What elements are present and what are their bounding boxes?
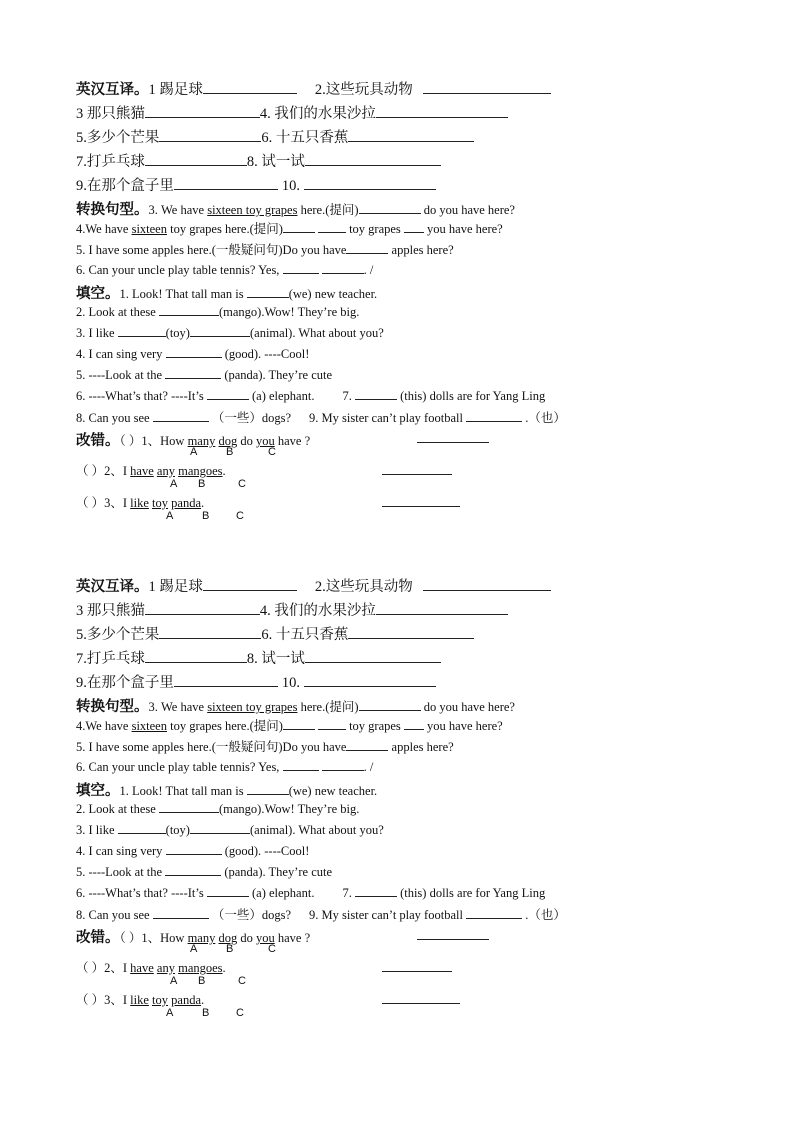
- fill-row-8-9: [76, 905, 566, 923]
- answer-blank[interactable]: [382, 506, 460, 507]
- translate-item-9: 9.在那个盒子里: [76, 675, 174, 691]
- answer-blank[interactable]: [166, 842, 222, 855]
- answer-blank[interactable]: [174, 674, 278, 687]
- sentence-text: (good). ----Cool!: [221, 347, 310, 361]
- answer-blank[interactable]: [359, 201, 421, 214]
- translate-row-4: [76, 647, 441, 668]
- sentence-text: (we) new teacher.: [288, 287, 378, 301]
- answer-blank[interactable]: [382, 474, 452, 475]
- sentence-text: (mango).Wow! They’re big.: [218, 305, 360, 319]
- underlined-word: many: [187, 434, 216, 448]
- answer-blank[interactable]: [359, 698, 421, 711]
- sentence-text: . /: [363, 760, 374, 774]
- answer-blank[interactable]: [466, 409, 522, 422]
- choice-c: C: [238, 975, 246, 987]
- sentence-text: do: [237, 931, 256, 945]
- answer-blank[interactable]: [190, 324, 250, 337]
- underlined-phrase: sixteen: [131, 222, 167, 236]
- answer-blank[interactable]: [145, 153, 247, 166]
- translate-item-2: 2.这些玩具动物: [314, 82, 413, 98]
- transform-row-4: [76, 716, 503, 734]
- underlined-word: like: [130, 496, 149, 510]
- fill-row-1: [76, 779, 377, 800]
- transform-heading: 转换句型。: [76, 202, 149, 218]
- answer-blank[interactable]: [382, 1003, 460, 1004]
- answer-blank[interactable]: [159, 129, 261, 142]
- sentence-text: (a) elephant.: [248, 389, 315, 403]
- sentence-text: .: [222, 464, 226, 478]
- sentence-text: (panda). They’re cute: [221, 368, 333, 382]
- sentence-text: （ ）1、How: [119, 434, 188, 448]
- choice-b: B: [202, 1007, 210, 1019]
- choice-c: C: [238, 478, 246, 490]
- sentence-text: 2. Look at these: [76, 305, 159, 319]
- answer-blank[interactable]: [247, 285, 289, 298]
- fill-row-2: [76, 800, 359, 817]
- sentence-text: (animal). What about you?: [249, 823, 384, 837]
- sentence-text: 3. We have: [148, 203, 208, 217]
- underlined-word: have: [130, 464, 154, 478]
- answer-blank[interactable]: [118, 821, 166, 834]
- answer-blank[interactable]: [207, 884, 249, 897]
- answer-blank[interactable]: [376, 602, 508, 615]
- sentence-text: 3. I like: [76, 326, 118, 340]
- translate-item-4: 4. 我们的水果沙拉: [259, 106, 376, 122]
- translate-item-9: 9.在那个盒子里: [76, 178, 174, 194]
- correction-heading: 改错。: [76, 433, 120, 449]
- sentence-text: (toy): [165, 823, 190, 837]
- answer-blank[interactable]: [203, 578, 297, 591]
- translate-row-2: [76, 102, 508, 123]
- answer-blank[interactable]: [165, 366, 221, 379]
- translate-item-3: 3 那只熊猫: [76, 106, 145, 122]
- sentence-text: toy grapes: [345, 719, 404, 733]
- translate-item-8: 8. 试一试: [246, 651, 305, 667]
- answer-blank[interactable]: [466, 906, 522, 919]
- translate-row-1: [76, 575, 551, 596]
- underlined-word: have: [130, 961, 154, 975]
- transform-row-3: [76, 198, 515, 219]
- sentence-text: 4. I can sing very: [76, 844, 166, 858]
- transform-row-6: [76, 261, 373, 278]
- sentence-text: 6. Can your uncle play table tennis? Yes,: [76, 263, 283, 277]
- answer-blank[interactable]: [165, 863, 221, 876]
- answer-blank[interactable]: [304, 177, 436, 190]
- underlined-word: any: [156, 961, 175, 975]
- sentence-text: (panda). They’re cute: [221, 865, 333, 879]
- sentence-text: (good). ----Cool!: [221, 844, 310, 858]
- sentence-text: 6. Can your uncle play table tennis? Yes,: [76, 760, 283, 774]
- sentence-text: (mango).Wow! They’re big.: [218, 802, 360, 816]
- answer-blank[interactable]: [145, 105, 260, 118]
- answer-blank[interactable]: [348, 129, 474, 142]
- answer-blank[interactable]: [207, 387, 249, 400]
- answer-blank[interactable]: [355, 387, 397, 400]
- answer-blank[interactable]: [159, 303, 219, 316]
- choice-a: A: [190, 446, 198, 458]
- sentence-text: 5. I have some apples here.(一般疑问句)Do you have: [76, 740, 347, 754]
- translate-row-3: [76, 126, 474, 147]
- sentence-text: (we) new teacher.: [288, 784, 378, 798]
- sentence-text: 7.: [342, 389, 355, 403]
- transform-row-6: [76, 758, 373, 775]
- answer-blank[interactable]: [382, 971, 452, 972]
- fill-row-8-9: [76, 408, 566, 426]
- sentence-text: 4. I can sing very: [76, 347, 166, 361]
- fill-row-3: [76, 821, 384, 838]
- choice-c: C: [236, 510, 244, 522]
- answer-blank[interactable]: [166, 345, 222, 358]
- choice-b: B: [226, 446, 234, 458]
- sentence-text: （一些）dogs?: [208, 411, 292, 425]
- translate-item-10: 10.: [281, 178, 300, 194]
- sentence-text: apples here?: [388, 740, 454, 754]
- sentence-text: toy grapes here.(提问): [167, 719, 283, 733]
- transform-row-5: [76, 737, 454, 755]
- answer-blank[interactable]: [318, 220, 346, 233]
- translate-item-3: 3 那只熊猫: [76, 603, 145, 619]
- fill-heading: 填空。: [76, 286, 120, 302]
- answer-blank[interactable]: [174, 177, 278, 190]
- translate-item-4: 4. 我们的水果沙拉: [259, 603, 376, 619]
- answer-blank[interactable]: [159, 626, 261, 639]
- choice-a: A: [170, 478, 178, 490]
- fill-row-4: [76, 345, 309, 362]
- transform-row-4: [76, 219, 503, 237]
- transform-heading: 转换句型。: [76, 699, 149, 715]
- translate-item-10: 10.: [281, 675, 300, 691]
- answer-blank[interactable]: [153, 906, 209, 919]
- answer-blank[interactable]: [404, 220, 424, 233]
- sentence-text: here.(提问): [297, 203, 359, 217]
- sentence-text: 8. Can you see: [76, 908, 153, 922]
- answer-blank[interactable]: [118, 324, 166, 337]
- answer-blank[interactable]: [190, 821, 250, 834]
- underlined-word: toy: [152, 993, 169, 1007]
- answer-blank[interactable]: [376, 105, 508, 118]
- answer-blank[interactable]: [283, 261, 319, 274]
- sentence-text: (animal). What about you?: [249, 326, 384, 340]
- sentence-text: 8. Can you see: [76, 411, 153, 425]
- answer-blank[interactable]: [159, 800, 219, 813]
- answer-blank[interactable]: [153, 409, 209, 422]
- translate-item-8: 8. 试一试: [246, 154, 305, 170]
- translate-item-7: 7.打乒乓球: [76, 651, 145, 667]
- translate-item-7: 7.打乒乓球: [76, 154, 145, 170]
- fill-row-6-7: [76, 884, 545, 901]
- underlined-word: mangoes: [178, 464, 223, 478]
- sentence-text: 3. I like: [76, 823, 118, 837]
- fill-row-1: [76, 282, 377, 303]
- sentence-text: 1. Look! That tall man is: [119, 287, 247, 301]
- fill-heading: 填空。: [76, 783, 120, 799]
- sentence-text: .: [201, 496, 205, 510]
- answer-blank[interactable]: [203, 81, 297, 94]
- underlined-word: like: [130, 993, 149, 1007]
- underlined-word: dog: [218, 931, 238, 945]
- underlined-word: panda: [171, 496, 202, 510]
- translate-item-1: 1 踢足球: [148, 579, 203, 595]
- correction-row-2: [76, 461, 226, 479]
- sentence-text: （ ）3、I: [76, 993, 131, 1007]
- answer-blank[interactable]: [145, 650, 247, 663]
- sentence-text: have ?: [274, 434, 311, 448]
- sentence-text: .（也）: [522, 908, 566, 922]
- underlined-word: mangoes: [178, 961, 223, 975]
- answer-blank[interactable]: [304, 674, 436, 687]
- sentence-text: （ ）2、I: [76, 464, 131, 478]
- fill-row-6-7: [76, 387, 545, 404]
- sentence-text: （ ）3、I: [76, 496, 131, 510]
- translate-row-1: [76, 78, 551, 99]
- sentence-text: 1. Look! That tall man is: [119, 784, 247, 798]
- answer-blank[interactable]: [145, 602, 260, 615]
- answer-blank[interactable]: [305, 650, 441, 663]
- underlined-word: panda: [171, 993, 202, 1007]
- answer-blank[interactable]: [305, 153, 441, 166]
- sentence-text: you have here?: [423, 719, 503, 733]
- underlined-word: dog: [218, 434, 238, 448]
- sentence-text: (this) dolls are for Yang Ling: [396, 389, 546, 403]
- sentence-text: 5. I have some apples here.(一般疑问句)Do you have: [76, 243, 347, 257]
- fill-row-5: [76, 366, 332, 383]
- translate-item-2: 2.这些玩具动物: [314, 579, 413, 595]
- sentence-text: (toy): [165, 326, 190, 340]
- sentence-text: (this) dolls are for Yang Ling: [396, 886, 546, 900]
- choice-b: B: [226, 943, 234, 955]
- correction-row-3: [76, 990, 204, 1008]
- fill-row-4: [76, 842, 309, 859]
- sentence-text: （ ）1、How: [119, 931, 188, 945]
- answer-blank[interactable]: [283, 220, 315, 233]
- sentence-text: apples here?: [388, 243, 454, 257]
- sentence-text: toy grapes here.(提问): [167, 222, 283, 236]
- correction-heading: 改错。: [76, 930, 120, 946]
- translate-heading: 英汉互译。: [76, 82, 149, 98]
- choice-c: C: [268, 943, 276, 955]
- sentence-text: . /: [363, 263, 374, 277]
- transform-row-3: [76, 695, 515, 716]
- answer-blank[interactable]: [404, 717, 424, 730]
- choice-b: B: [198, 975, 206, 987]
- correction-row-2: [76, 958, 226, 976]
- translate-item-1: 1 踢足球: [148, 82, 203, 98]
- sentence-text: have ?: [274, 931, 311, 945]
- sentence-text: 2. Look at these: [76, 802, 159, 816]
- sentence-text: 4.We have: [76, 719, 132, 733]
- sentence-text: 9. My sister can’t play football: [309, 908, 467, 922]
- sentence-text: you have here?: [423, 222, 503, 236]
- sentence-text: do you have here?: [420, 700, 515, 714]
- sentence-text: 5. ----Look at the: [76, 368, 166, 382]
- choice-a: A: [190, 943, 198, 955]
- underlined-phrase: sixteen toy grapes: [207, 203, 298, 217]
- answer-blank[interactable]: [355, 884, 397, 897]
- answer-blank[interactable]: [417, 442, 489, 443]
- translate-row-2: [76, 599, 508, 620]
- sentence-text: 9. My sister can’t play football: [309, 411, 467, 425]
- answer-blank[interactable]: [423, 578, 551, 591]
- sentence-text: do: [237, 434, 256, 448]
- sentence-text: 4.We have: [76, 222, 132, 236]
- sentence-text: 5. ----Look at the: [76, 865, 166, 879]
- sentence-text: 6. ----What’s that? ----It’s: [76, 389, 207, 403]
- choice-c: C: [268, 446, 276, 458]
- translate-row-3: [76, 623, 474, 644]
- translate-item-5: 5.多少个芒果: [76, 627, 160, 643]
- sentence-text: 7.: [342, 886, 355, 900]
- fill-row-5: [76, 863, 332, 880]
- transform-row-5: [76, 240, 454, 258]
- sentence-text: 3. We have: [148, 700, 208, 714]
- translate-row-5: [76, 174, 436, 195]
- translate-item-5: 5.多少个芒果: [76, 130, 160, 146]
- answer-blank[interactable]: [346, 241, 388, 254]
- translate-item-6: 6. 十五只香蕉: [261, 130, 349, 146]
- underlined-word: many: [187, 931, 216, 945]
- sentence-text: 6. ----What’s that? ----It’s: [76, 886, 207, 900]
- translate-row-5: [76, 671, 436, 692]
- sentence-text: （ ）2、I: [76, 961, 131, 975]
- underlined-word: you: [255, 931, 275, 945]
- sentence-text: do you have here?: [420, 203, 515, 217]
- underlined-phrase: sixteen: [131, 719, 167, 733]
- answer-blank[interactable]: [318, 717, 346, 730]
- underlined-word: toy: [152, 496, 169, 510]
- sentence-text: .（也）: [522, 411, 566, 425]
- translate-heading: 英汉互译。: [76, 579, 149, 595]
- answer-blank[interactable]: [423, 81, 551, 94]
- underlined-word: you: [255, 434, 275, 448]
- answer-blank[interactable]: [417, 939, 489, 940]
- answer-blank[interactable]: [283, 758, 319, 771]
- choice-a: A: [166, 1007, 174, 1019]
- answer-blank[interactable]: [348, 626, 474, 639]
- fill-row-2: [76, 303, 359, 320]
- correction-row-3: [76, 493, 204, 511]
- sentence-text: .: [201, 993, 205, 1007]
- underlined-word: any: [156, 464, 175, 478]
- choice-a: A: [166, 510, 174, 522]
- sentence-text: （一些）dogs?: [208, 908, 292, 922]
- sentence-text: (a) elephant.: [248, 886, 315, 900]
- answer-blank[interactable]: [283, 717, 315, 730]
- sentence-text: toy grapes: [345, 222, 404, 236]
- underlined-phrase: sixteen toy grapes: [207, 700, 298, 714]
- choice-a: A: [170, 975, 178, 987]
- answer-blank[interactable]: [247, 782, 289, 795]
- answer-blank[interactable]: [346, 738, 388, 751]
- translate-item-6: 6. 十五只香蕉: [261, 627, 349, 643]
- choice-c: C: [236, 1007, 244, 1019]
- choice-b: B: [198, 478, 206, 490]
- choice-b: B: [202, 510, 210, 522]
- answer-blank[interactable]: [322, 261, 364, 274]
- answer-blank[interactable]: [322, 758, 364, 771]
- translate-row-4: [76, 150, 441, 171]
- sentence-text: .: [222, 961, 226, 975]
- sentence-text: here.(提问): [297, 700, 359, 714]
- fill-row-3: [76, 324, 384, 341]
